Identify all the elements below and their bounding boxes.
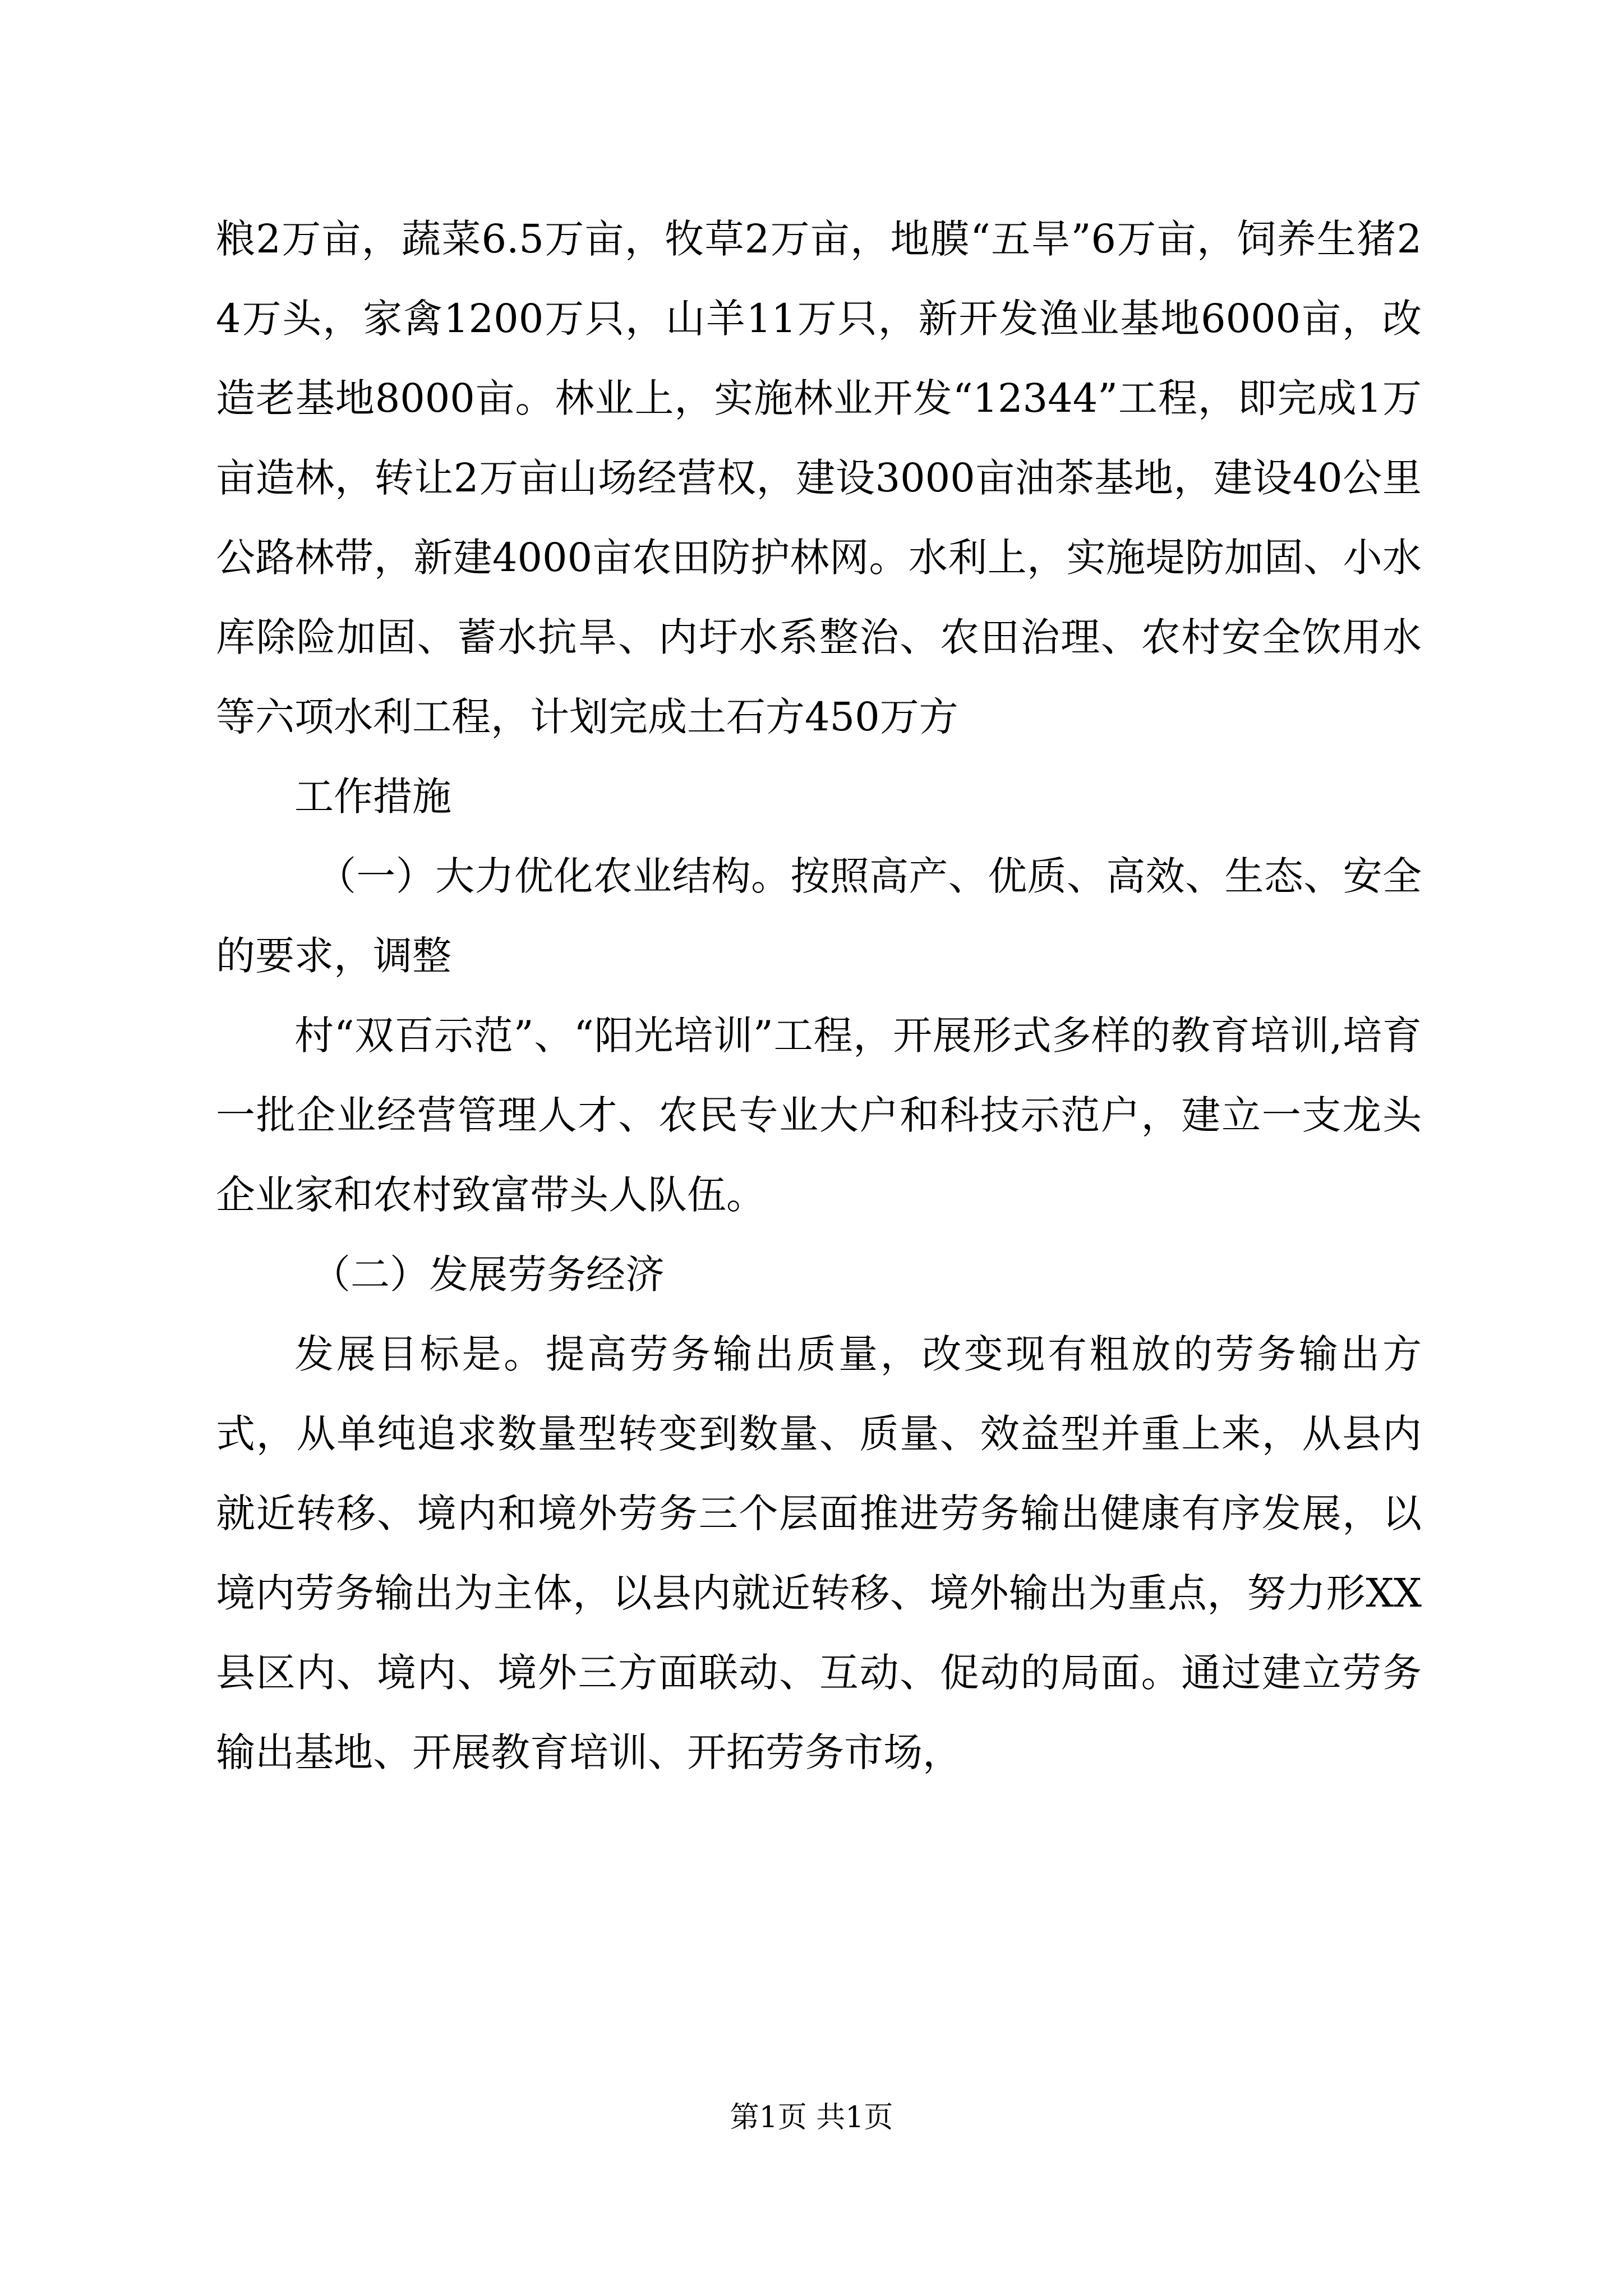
paragraph-labor-goals: 发展目标是。提高劳务输出质量，改变现有粗放的劳务输出方式，从单纯追求数量型转变到数量、质量、效益型并重上来，从县内就近转移、境内和境外劳务三个层面推进劳务输出健康有序发展，以境内劳务输出为主体，以县内就近转移、境外输出为重点，努力形XX县区内、境内、境外三方面联动、互动、促动的局面。通过建立劳务输出基地、开展教育培训、开拓劳务市场， <box>216 1331 1422 1775</box>
paragraph-training: 村“双百示范”、“阳光培训”工程，开展形式多样的教育培训,培育一批企业经营管理人才、农民专业大户和科技示范户，建立一支龙头企业家和农村致富带头人队伍。 <box>216 1013 1422 1218</box>
section-title-labor-economy: （二）发展劳务经济 <box>311 1251 665 1297</box>
page-number-label: 第1页 共1页 <box>730 2101 893 2134</box>
document-body <box>216 199 1422 1792</box>
paragraph-optimize-structure: （一）大力优化农业结构。按照高产、优质、高效、生态、安全的要求，调整 <box>216 853 1422 979</box>
section-title-work-measures: 工作措施 <box>294 774 451 820</box>
paragraph-continuation: 粮2万亩，蔬菜6.5万亩，牧草2万亩，地膜“五旱”6万亩，饲养生猪24万头，家禽1200万只，山羊11万只，新开发渔业基地6000亩，改造老基地8000亩。林业上，实施林业开发“12344”工程，即完成1万亩造林，转让2万亩山场经营权，建设3000亩油茶基地，建设40公里公路林带，新建4000亩农田防护林网。水利上，实施堤防加固、小水库除险加固、蓄水抗旱、内圩水系整治、农田治理、农村安全饮用水等六项水利工程，计划完成土石方450万方 <box>216 216 1422 740</box>
page-footer <box>0 2098 1623 2137</box>
